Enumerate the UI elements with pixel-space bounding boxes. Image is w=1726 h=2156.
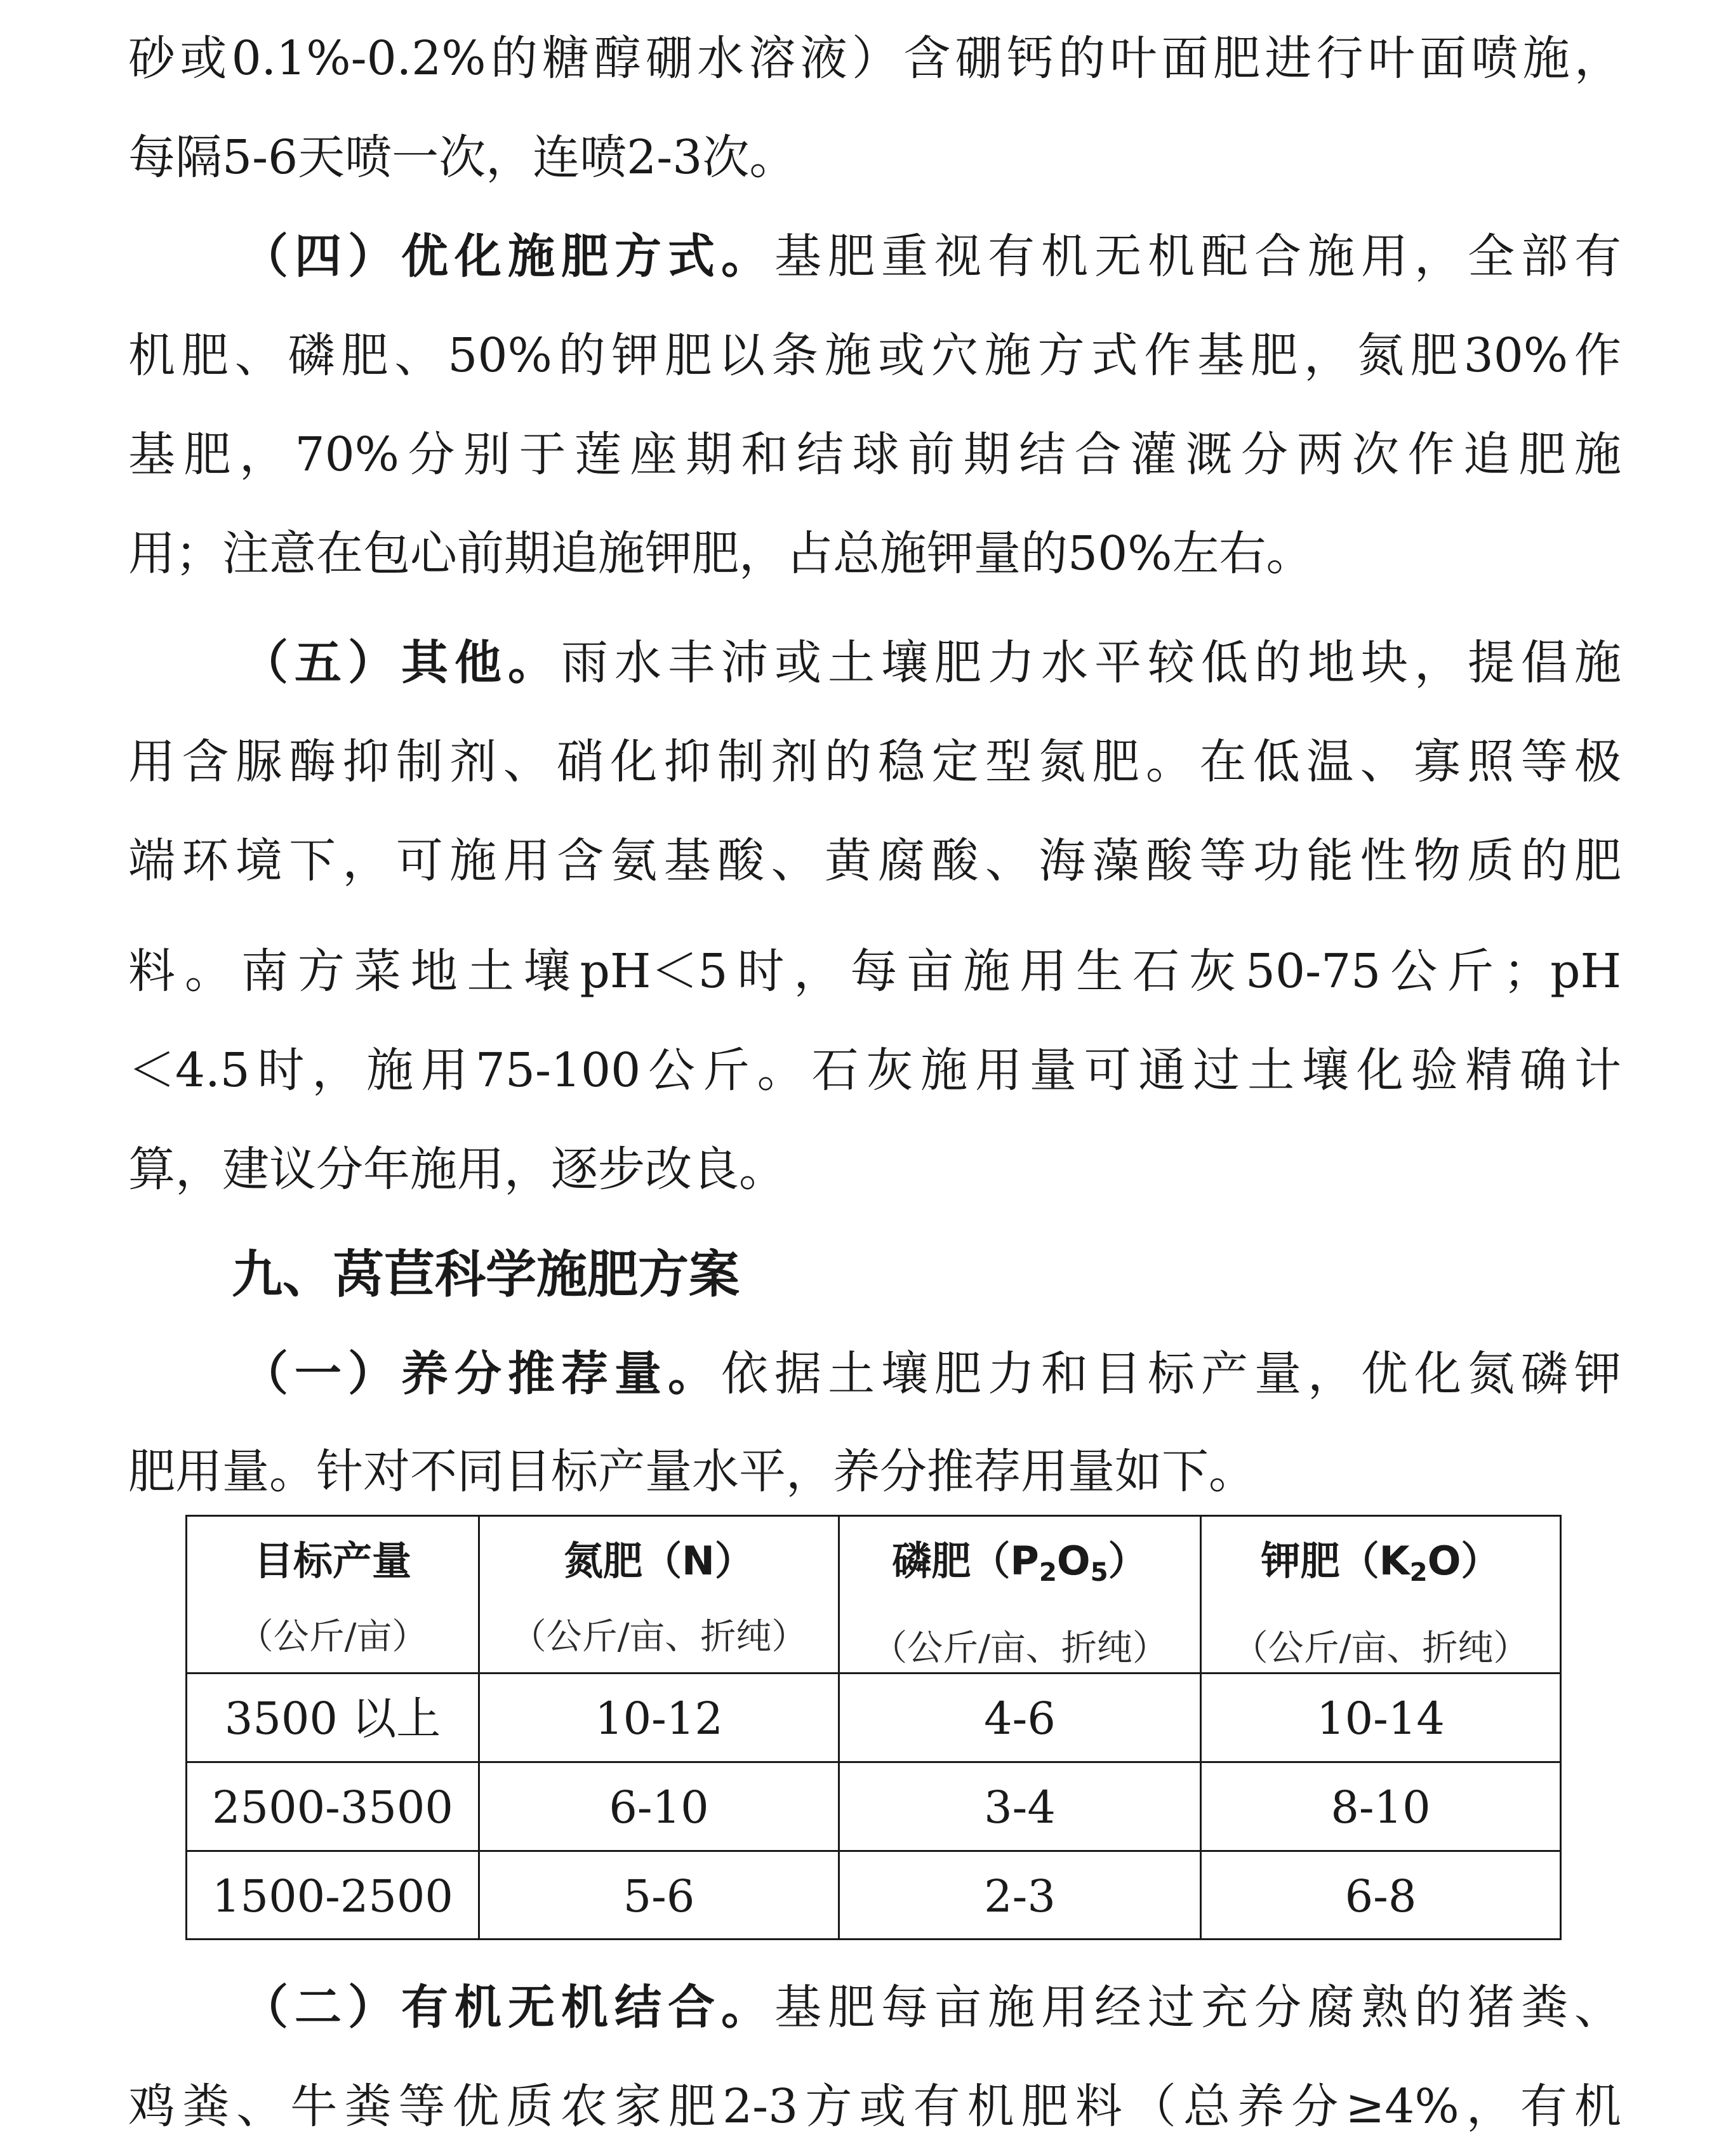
- paragraph-lead: （一）养分推荐量。: [241, 1347, 721, 1401]
- table-cell: 1500-2500: [212, 1870, 453, 1922]
- paragraph-line: 基肥，70%分别于莲座期和结球前期结合灌溉分两次作追肥施: [128, 427, 1621, 482]
- table-cell: 10-12: [595, 1693, 723, 1745]
- table-cell: 10-14: [1317, 1693, 1445, 1745]
- paragraph-line: 用；注意在包心前期追施钾肥，占总施钾量的50%左右。: [128, 526, 1313, 581]
- paragraph-line: 砂或0.1%-0.2%的糖醇硼水溶液）含硼钙的叶面肥进行叶面喷施，: [128, 31, 1621, 86]
- paragraph-text: 依据土壤肥力和目标产量，优化氮磷钾: [721, 1347, 1621, 1401]
- paragraph-line: 用含脲酶抑制剂、硝化抑制剂的稳定型氮肥。在低温、寡照等极: [128, 735, 1621, 789]
- table-cell: 5-6: [623, 1870, 695, 1922]
- table-cell: 3500 以上: [224, 1693, 441, 1745]
- paragraph-line: [241, 1958, 1621, 2057]
- table-header-cell: [1202, 1536, 1560, 1674]
- header-unit: （公斤/亩）: [237, 1616, 428, 1658]
- paragraph-line: 每隔5-6天喷一次，连喷2-3次。: [128, 130, 797, 185]
- table-header-cell: [840, 1536, 1200, 1674]
- header-title: 钾肥$(K_2O)$: [1261, 1538, 1501, 1588]
- section-heading: 九、莴苣科学施肥方案: [232, 1245, 740, 1304]
- nutrient-table: [185, 1515, 1562, 1940]
- table-cell: 2500-3500: [212, 1781, 453, 1833]
- paragraph-lead: （四）优化施肥方式。: [241, 229, 774, 284]
- table-cell: 2-3: [984, 1870, 1056, 1922]
- table-cell: 3-4: [984, 1781, 1056, 1833]
- paragraph-line: 机肥、磷肥、50%的钾肥以条施或穴施方式作基肥，氮肥30%作: [128, 328, 1621, 383]
- table-cell: 6-8: [1344, 1870, 1417, 1922]
- table-cell: 8-10: [1331, 1781, 1431, 1833]
- table-header-cell: [480, 1536, 838, 1663]
- header-unit: （公斤/亩、折纯）: [872, 1628, 1168, 1670]
- header-title: 磷肥$(P_2O_5)$: [892, 1538, 1148, 1588]
- table-cell: 4-6: [984, 1693, 1056, 1745]
- paragraph-text: 雨水丰沛或土壤肥力水平较低的地块，提倡施: [561, 635, 1621, 690]
- header-unit: （公斤/亩、折纯）: [1232, 1628, 1529, 1670]
- paragraph-line: [241, 207, 1621, 306]
- paragraph-line: 鸡粪、牛粪等优质农家肥2-3方或有机肥料（总养分≥4%，有机: [128, 2079, 1621, 2134]
- paragraph-line: ＜4.5时，施用75-100公斤。石灰施用量可通过土壤化验精确计: [128, 1043, 1621, 1098]
- paragraph-line: 肥用量。针对不同目标产量水平，养分推荐用量如下。: [128, 1444, 1256, 1499]
- paragraph-lead: （五）其他。: [241, 635, 561, 690]
- header-unit: （公斤/亩、折纯）: [510, 1616, 807, 1658]
- paragraph-line: [241, 1324, 1621, 1423]
- paragraph-line: 料。南方菜地土壤pH＜5时，每亩施用生石灰50-75公斤；pH: [128, 944, 1621, 999]
- paragraph-line: 端环境下，可施用含氨基酸、黄腐酸、海藻酸等功能性物质的肥: [128, 834, 1621, 888]
- paragraph-line: 算，建议分年施用，逐步改良。: [128, 1142, 786, 1197]
- paragraph-text: 基肥重视有机无机配合施用，全部有: [774, 229, 1621, 284]
- paragraph-text: 基肥每亩施用经过充分腐熟的猪粪、: [774, 1980, 1621, 2035]
- paragraph-lead: （二）有机无机结合。: [241, 1980, 774, 2035]
- header-title: 目标产量: [253, 1538, 411, 1584]
- paragraph-line: [241, 613, 1621, 712]
- table-cell: 6-10: [609, 1781, 709, 1833]
- table-header-cell: [187, 1536, 478, 1663]
- header-title: 氮肥（N）: [564, 1538, 754, 1584]
